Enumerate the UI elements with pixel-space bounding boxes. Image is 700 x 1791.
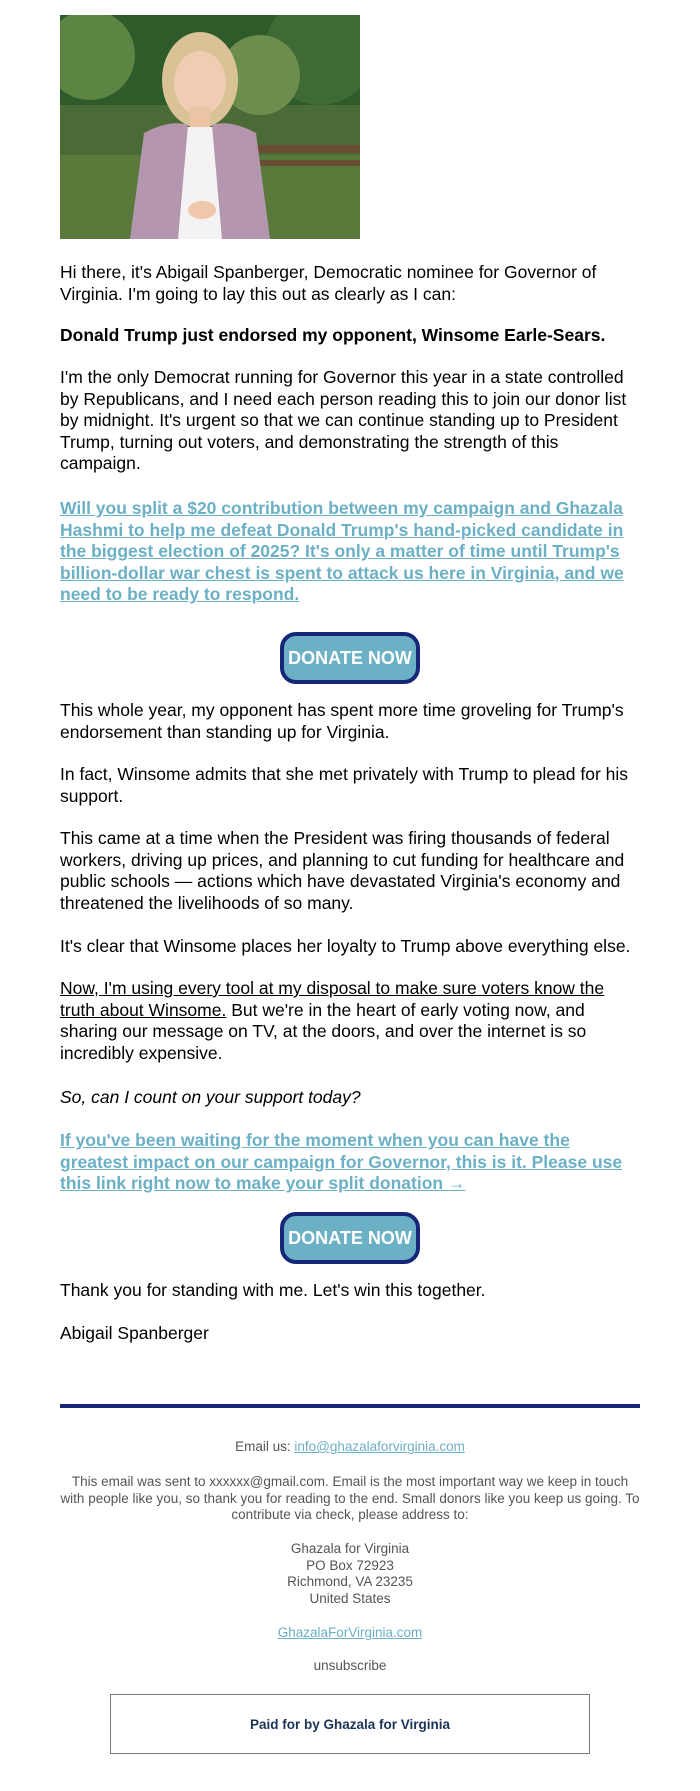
- paragraph-firing-workers: This came at a time when the President was firing thousands of federal workers, driving up prices, and planning to cut funding for healthcare and public schools — actions which have devastated Virginia's economy and threatened the livelihoods of so many.: [60, 828, 625, 913]
- footer-notice: This email was sent to xxxxxx@gmail.com. Email is the most important way we keep in touch with people like you, so thank you for reading to the end. Small donors like you keep us going. To contribute via check, please address to:: [60, 1474, 640, 1522]
- candidate-photo: [60, 15, 360, 239]
- donate-now-button-2[interactable]: DONATE NOW: [280, 1212, 420, 1264]
- footer-website: [60, 1625, 640, 1642]
- footer-email-line: [60, 1439, 640, 1456]
- website-link[interactable]: GhazalaForVirginia.com: [277, 1625, 423, 1640]
- split-contribution-link[interactable]: Will you split a $20 contribution between my campaign and Ghazala Hashmi to help me defeat Donald Trump's hand-picked candidate in the biggest election of 2025? It's only a matter of time until Trump's billion-dollar war chest is spent to attack us here in Virginia, and we need to be ready to respond.: [60, 498, 624, 604]
- paid-for-text: Paid for by Ghazala for Virginia: [249, 1716, 451, 1732]
- intro-paragraph: Hi there, it's Abigail Spanberger, Democratic nominee for Governor of Virginia. I'm going to lay this out as clearly as I can:: [60, 262, 597, 304]
- paid-for-disclaimer: [110, 1694, 590, 1754]
- signature: Abigail Spanberger: [60, 1323, 209, 1343]
- headline: Donald Trump just endorsed my opponent, Winsome Earle-Sears.: [60, 325, 606, 345]
- paragraph-tools-rest: But we're in the heart of early voting now, and sharing our message on TV, at the doors, and over the internet is so incredibly expensive.: [60, 999, 587, 1063]
- thanks-line: Thank you for standing with me. Let's win this together.: [60, 1280, 486, 1300]
- footer-address: [60, 1541, 640, 1607]
- paragraph-tools: [60, 978, 640, 1064]
- address-line-3: Richmond, VA 23235: [287, 1574, 413, 1589]
- footer-unsubscribe: [60, 1658, 640, 1675]
- support-question: So, can I count on your support today?: [60, 1087, 361, 1107]
- donation-ask-link[interactable]: [60, 498, 640, 606]
- email-link[interactable]: info@ghazalaforvirginia.com: [294, 1439, 465, 1454]
- address-line-1: Ghazala for Virginia: [290, 1541, 410, 1556]
- paragraph-urgent: I'm the only Democrat running for Governor this year in a state controlled by Republicans, and I need each person reading this to join our donor list by midnight. It's urgent so that we can continue standing up to President Trump, turning out voters, and demonstrating the strength of this campaign.: [60, 367, 627, 473]
- paragraph-loyalty: It's clear that Winsome places her loyalty to Trump above everything else.: [60, 936, 631, 956]
- split-donation-ask[interactable]: [60, 1130, 640, 1195]
- email-label: Email us:: [235, 1439, 295, 1454]
- address-line-4: United States: [309, 1590, 391, 1606]
- paragraph-groveling: This whole year, my opponent has spent more time groveling for Trump's endorsement than standing up for Virginia.: [60, 700, 624, 742]
- footer-divider: [60, 1404, 640, 1408]
- address-line-2: PO Box 72923: [306, 1557, 394, 1573]
- unsubscribe-link[interactable]: unsubscribe: [313, 1658, 387, 1673]
- paragraph-private-meeting: In fact, Winsome admits that she met privately with Trump to plead for his support.: [60, 764, 629, 806]
- donate-now-button[interactable]: DONATE NOW: [280, 632, 420, 684]
- split-donation-link[interactable]: If you've been waiting for the moment when you can have the greatest impact on our campaign for Governor, this is it. Please use this link right now to make your split donation →: [60, 1130, 623, 1193]
- truth-underlined-text: Now, I'm using every tool at my disposal to make sure voters know the truth about Winsome.: [60, 978, 605, 1020]
